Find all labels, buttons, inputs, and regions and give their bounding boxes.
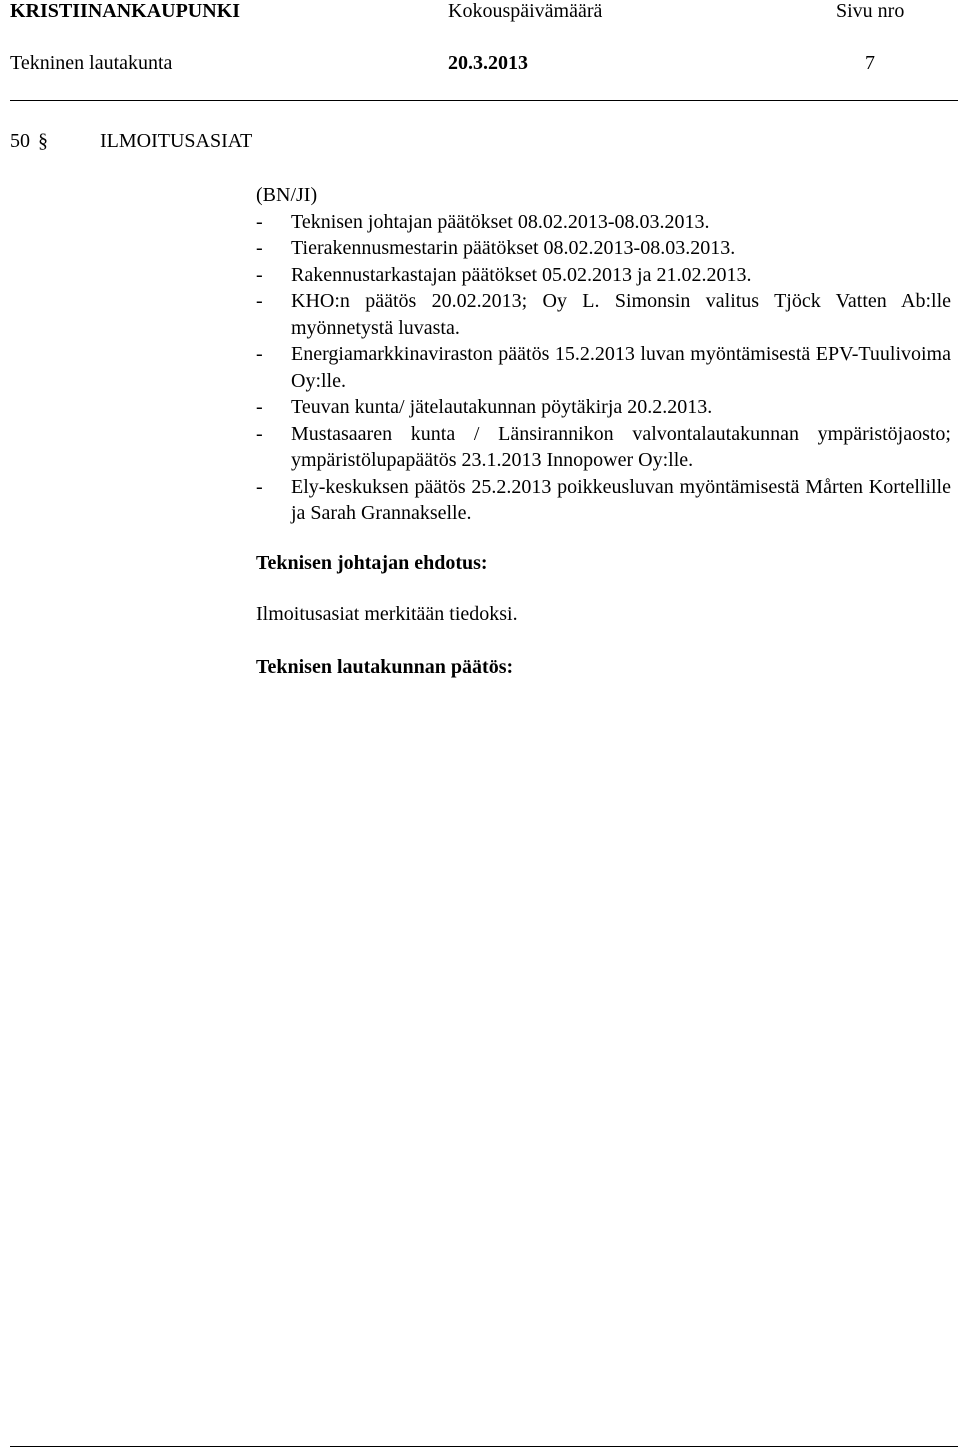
list-item-text: Teuvan kunta/ jätelautakunnan pöytäkirja 20.2.2013.: [291, 396, 713, 418]
list-item: [256, 288, 956, 341]
list-item: [256, 209, 956, 236]
list-dash: -: [256, 290, 263, 312]
municipality-name: KRISTIINANKAUPUNKI: [10, 0, 241, 22]
section-sign: §: [38, 130, 48, 152]
list-item-text: KHO:n päätös 20.02.2013; Oy L. Simonsin valitus Tjöck Vatten Ab:lle myönnetystä luvasta.: [291, 290, 951, 339]
list-item-text: Teknisen johtajan päätökset 08.02.2013-08.03.2013.: [291, 210, 710, 233]
list-item: [256, 262, 956, 289]
list-dash: -: [256, 343, 263, 365]
header-rule: [10, 100, 958, 101]
decision-heading: Teknisen lautakunnan päätös:: [256, 656, 514, 678]
list-dash: -: [256, 263, 263, 286]
proposal-heading: Teknisen johtajan ehdotus:: [256, 552, 488, 574]
list-item-text: Tierakennusmestarin päätökset 08.02.2013-08.03.2013.: [291, 237, 736, 259]
proposal-text: Ilmoitusasiat merkitään tiedoksi.: [256, 603, 518, 625]
list-item: [256, 235, 956, 262]
list-item: [256, 394, 956, 421]
list-item-text: Ely-keskuksen päätös 25.2.2013 poikkeusluvan myöntämisestä Mårten Kortellille ja Sarah Grannakselle.: [291, 475, 951, 524]
meeting-date-label: Kokouspäivämäärä: [448, 0, 603, 22]
meeting-date: 20.3.2013: [448, 52, 528, 74]
page-number: 7: [865, 52, 875, 74]
section-title: ILMOITUSASIAT: [100, 130, 253, 152]
list-dash: -: [256, 210, 263, 233]
list-item-text: Energiamarkkinaviraston päätös 15.2.2013 luvan myöntämisestä EPV-Tuulivoima Oy:lle.: [291, 343, 951, 392]
list-item: [256, 474, 956, 527]
list-item-text: Rakennustarkastajan päätökset 05.02.2013 ja 21.02.2013.: [291, 263, 752, 286]
list-item-text: Mustasaaren kunta / Länsirannikon valvontalautakunnan ympäristöjaosto; ympäristölupapäätös 23.1.2013 Innopower Oy:lle.: [291, 422, 951, 471]
list-item: [256, 421, 956, 474]
list-dash: -: [256, 422, 263, 445]
board-name: Tekninen lautakunta: [10, 52, 173, 74]
list-dash: -: [256, 396, 263, 418]
list-item: [256, 341, 956, 394]
list-dash: -: [256, 237, 263, 259]
preparer-initials: (BN/JI): [256, 184, 318, 206]
page-number-label: Sivu nro: [836, 0, 905, 22]
notice-list: [256, 182, 956, 527]
list-dash: -: [256, 475, 263, 498]
footer-rule: [10, 1446, 958, 1447]
section-number: 50: [10, 130, 30, 152]
